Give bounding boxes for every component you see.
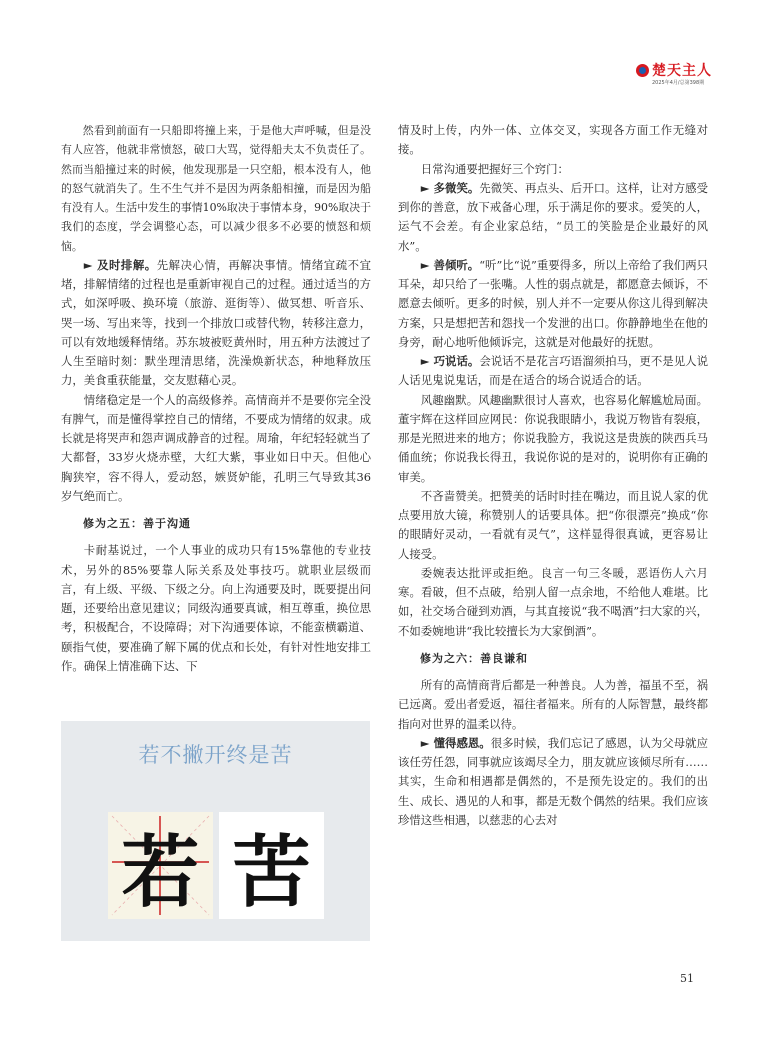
paragraph bbox=[398, 734, 708, 830]
paragraph bbox=[61, 541, 371, 676]
right-column bbox=[398, 121, 708, 830]
character-ruo: 若 bbox=[121, 827, 200, 918]
paragraph-lead: ► 懂得感恩。 bbox=[420, 735, 491, 750]
paragraph-text: 先解决心情，再解决事情。情绪宜疏不宜堵，排解情绪的过程也是重新审视自己的过程。通过适当的方式，如深呼吸、换环境（旅游、逛街等）、做冥想、听音乐、哭一场、写出来等，找到一个排放口或替代物，转移注意力，可以有效地缓释情绪。苏东坡被贬黄州时，用五种方法渡过了人生至暗时刻：默坐理清思绪，洗澡焕新状态，种地释放压力，美食重获能量，交友慰藉心灵。 bbox=[61, 257, 371, 388]
paragraph-lead: ► 善倾听。 bbox=[420, 257, 480, 272]
masthead-logo bbox=[636, 62, 746, 78]
paragraph-text: 委婉表达批评或拒绝。良言一句三冬暖，恶语伤人六月寒。看破，但不点破，给别人留一点余地，不给他人难堪。比如，社交场合碰到劝酒，与其直接说“我不喝酒”扫大家的兴，不如委婉地讲“我比较擅长为大家倒酒”。 bbox=[398, 565, 708, 638]
paragraph bbox=[398, 487, 708, 564]
masthead-title: 楚天主人 bbox=[652, 63, 712, 79]
paragraph bbox=[398, 179, 708, 256]
paragraph-lead: ► 多微笑。 bbox=[420, 180, 480, 195]
paragraph-text: 情及时上传，内外一体、立体交叉，实现各方面工作无缝对接。 bbox=[398, 123, 708, 157]
page-number: 51 bbox=[680, 972, 694, 985]
illustration-title: 若不撇开终是苦 bbox=[138, 743, 293, 767]
character-box-right bbox=[219, 812, 324, 919]
paragraph bbox=[398, 564, 708, 641]
section-heading: 修为之六：善良谦和 bbox=[420, 651, 528, 665]
masthead bbox=[636, 62, 746, 86]
paragraph bbox=[398, 676, 708, 734]
paragraph-text: 情绪稳定是一个人的高级修养。高情商并不是要你完全没有脾气，而是懂得掌控自己的情绪，不要成为情绪的奴隶。成长就是将哭声和怨声调成静音的过程。周瑜，年纪轻轻就当了大都督，33岁火烧赤壁，大红大紫，事业如日中天。但他心胸狭窄，容不得人，爱动怒，嫉贤妒能，孔明三气导致其36岁气绝而亡。 bbox=[61, 392, 371, 503]
logo-icon bbox=[636, 64, 649, 77]
illustration bbox=[61, 721, 370, 941]
paragraph bbox=[61, 121, 371, 256]
paragraph bbox=[398, 121, 708, 160]
left-column bbox=[61, 121, 371, 676]
character-box-left bbox=[108, 812, 213, 919]
paragraph-text: 所有的高情商背后都是一种善良。人为善，福虽不至，祸已远离。爱出者爱返，福往者福来。所有的人际智慧，最终都指向对世界的温柔以待。 bbox=[398, 678, 708, 731]
paragraph bbox=[398, 256, 708, 352]
masthead-issue: 2025年4月/总第398期 bbox=[652, 80, 705, 86]
paragraph bbox=[61, 391, 371, 507]
paragraph-text: 卡耐基说过，一个人事业的成功只有15%靠他的专业技术，另外的85%要靠人际关系及处事技巧。就职业层级而言，有上级、平级、下级之分。向上沟通要及时，既要提出问题，还要给出意见建议；同级沟通要真诚，相互尊重，换位思考，积极配合，不设障碍；对下沟通要体谅，不能蛮横霸道、颐指气使，要准确了解下属的优点和长处，有针对性地安排工作。确保上情准确下达、下 bbox=[61, 543, 371, 673]
paragraph-text: 先微笑、再点头、后开口。这样，让对方感受到你的善意，放下戒备心理，乐于满足你的要求。爱笑的人，运气不会差。有企业家总结，“员工的笑脸是企业最好的风水”。 bbox=[398, 180, 708, 253]
section-heading: 修为之五：善于沟通 bbox=[83, 517, 191, 530]
paragraph-text: 日常沟通要把握好三个窍门： bbox=[420, 161, 569, 176]
paragraph bbox=[61, 256, 371, 391]
character-ku: 苦 bbox=[232, 827, 311, 918]
paragraph-text: 然看到前面有一只船即将撞上来，于是他大声呼喊，但是没有人应答，他就非常愤怒，破口大骂，觉得船夫太不负责任了。然而当船撞过来的时候，他发现那是一只空船，根本没有人，他的怒气就消失了。生不生气并不是因为两条船相撞，而是因为船有没有人。生活中发生的事情10%取决于事情本身，90%取决于我们的态度，学会调整心态，可以减少很多不必要的愤怒和烦恼。 bbox=[61, 124, 371, 253]
paragraph-text: 很多时候，我们忘记了感恩，认为父母就应该任劳任怨，同事就应该竭尽全力，朋友就应该倾尽所有……其实，生命和相遇都是偶然的，不是预先设定的。我们的出生、成长、遇见的人和事，都是无数个偶然的结果。我们应该珍惜这些相遇，以慈悲的心去对 bbox=[398, 735, 708, 827]
paragraph-lead: ► 及时排解。 bbox=[83, 257, 157, 272]
paragraph-text: 风趣幽默。风趣幽默很讨人喜欢，也容易化解尴尬局面。董宇辉在这样回应网民：你说我眼睛小，我说万物皆有裂痕，那是光照进来的地方；你说我脸方，我说这是贵族的陕西兵马俑血统；你说我长得丑，我说你说的是对的，说明你有正确的审美。 bbox=[398, 392, 708, 484]
paragraph bbox=[398, 352, 708, 391]
paragraph bbox=[398, 391, 708, 487]
paragraph-lead: ► 巧说话。 bbox=[420, 354, 480, 368]
paragraph-text: 不吝啬赞美。把赞美的话时时挂在嘴边，而且说人家的优点要用放大镜，称赞别人的话要具体。把“你很漂亮”换成“你的眼睛好灵动，一看就有灵气”，这样显得很真诚，更容易让人接受。 bbox=[398, 488, 708, 561]
paragraph-text: “听”比“说”重要得多，所以上帝给了我们两只耳朵，却只给了一张嘴。人性的弱点就是，都愿意去倾诉，不愿意去倾听。更多的时候，别人并不一定要从你这儿得到解决方案，只是想把苦和怨找一个发泄的出口。你静静地坐在他的身旁，耐心地听他倾诉完，这就是对他最好的抚慰。 bbox=[398, 257, 708, 349]
paragraph-text: 会说话不是花言巧语溜须拍马，更不是见人说人话见鬼说鬼话，而是在适合的场合说适合的话。 bbox=[398, 354, 708, 388]
paragraph bbox=[398, 160, 708, 179]
